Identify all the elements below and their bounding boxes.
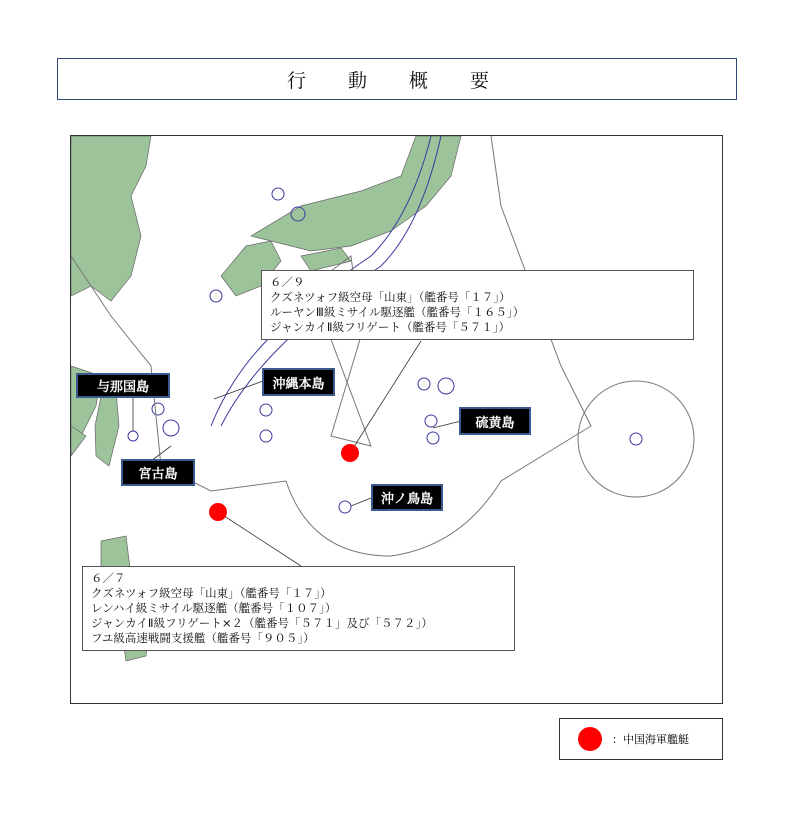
label-iwoto: 硫黄島 xyxy=(459,407,531,435)
ship-marker-0609 xyxy=(341,444,359,462)
event-line: クズネツォフ級空母「山東」（艦番号「１７」） xyxy=(270,290,511,304)
taiwan xyxy=(95,391,119,466)
event-box-0607 xyxy=(82,566,515,651)
event-line: ルーヤンⅢ級ミサイル駆逐艦（艦番号「１６５」） xyxy=(270,305,525,319)
label-miyako: 宮古島 xyxy=(121,459,195,486)
japan-shikoku xyxy=(301,248,351,271)
event-line: ジャンカイⅡ級フリゲート×２（艦番号「５７１」及び「５７２」） xyxy=(91,616,433,630)
event-line: フユ級高速戦闘支援艦（艦番号「９０５」） xyxy=(91,631,315,645)
korea-landmass xyxy=(71,136,151,301)
event-date: ６／９ xyxy=(270,275,305,289)
legend-label: ：中国海軍艦艇 xyxy=(612,733,689,746)
event-box-0609 xyxy=(261,270,694,340)
map xyxy=(70,135,723,704)
label-okinawa: 沖縄本島 xyxy=(262,368,335,396)
event-date: ６／７ xyxy=(91,571,126,585)
ship-marker-icon xyxy=(578,727,602,751)
event-line: レンハイ級ミサイル駆逐艦（艦番号「１０７」） xyxy=(91,601,337,615)
event-line: クズネツォフ級空母「山東」（艦番号「１７」） xyxy=(91,586,332,600)
event-line: ジャンカイⅡ級フリゲート（艦番号「５７１」） xyxy=(270,320,511,334)
japan-honshu xyxy=(251,136,461,251)
legend xyxy=(559,718,723,760)
page-title: 行 動 概 要 xyxy=(57,58,737,100)
label-yonaguni: 与那国島 xyxy=(76,373,170,398)
label-okinotori: 沖ノ鳥島 xyxy=(371,484,443,511)
eez-circle-minamitori xyxy=(578,381,694,497)
ship-marker-0607 xyxy=(209,503,227,521)
